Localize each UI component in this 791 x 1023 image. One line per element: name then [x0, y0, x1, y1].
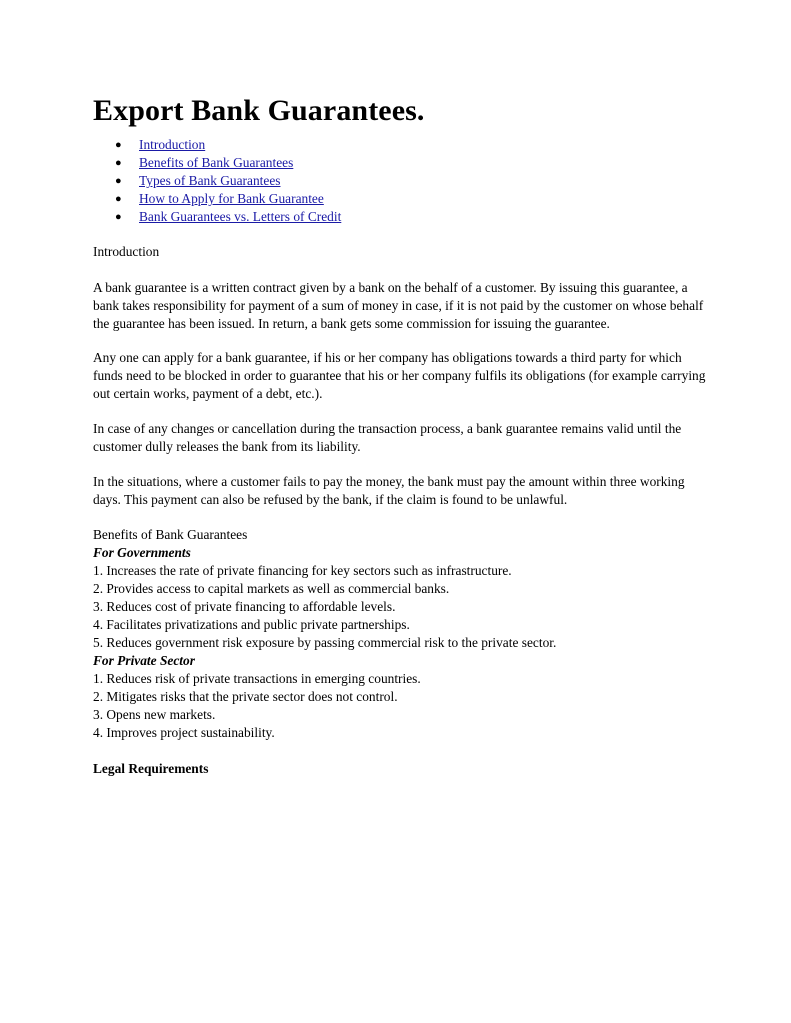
- toc-link-benefits[interactable]: Benefits of Bank Guarantees: [139, 155, 294, 170]
- intro-paragraph-2: Any one can apply for a bank guarantee, if his or her company has obligations towards a third party for which funds need to be blocked in order to guarantee that his or her company fulfils its obligations (for example carrying out certain works, payment of a debt, etc.).: [93, 350, 706, 401]
- private-sector-heading: For Private Sector: [93, 653, 195, 668]
- private-sector-list: [93, 670, 708, 742]
- document-page: [93, 93, 708, 778]
- list-item: 5. Reduces government risk exposure by passing commercial risk to the private sector.: [93, 635, 557, 650]
- toc-link-types[interactable]: Types of Bank Guarantees: [139, 173, 281, 188]
- intro-paragraph-3: In case of any changes or cancellation during the transaction process, a bank guarantee remains valid until the customer dully releases the bank from its liability.: [93, 421, 682, 454]
- list-item: 3. Reduces cost of private financing to affordable levels.: [93, 599, 396, 614]
- toc-link-how-to-apply[interactable]: How to Apply for Bank Guarantee: [139, 191, 324, 206]
- list-item: 3. Opens new markets.: [93, 707, 216, 722]
- governments-heading: For Governments: [93, 545, 191, 560]
- intro-heading: Introduction: [93, 244, 160, 259]
- list-item: 2. Provides access to capital markets as well as commercial banks.: [93, 581, 450, 596]
- intro-paragraph-1: A bank guarantee is a written contract given by a bank on the behalf of a customer. By issuing this guarantee, a bank takes responsibility for payment of a sum of money in case, if it is not paid by the customer on whose behalf the guarantee has been issued. In return, a bank gets some commission for issuing the guarantee.: [93, 280, 704, 331]
- bullet-icon: ●: [115, 211, 122, 223]
- toc-link-introduction[interactable]: Introduction: [139, 137, 206, 152]
- bullet-icon: ●: [115, 157, 122, 169]
- list-item: 1. Increases the rate of private financing for key sectors such as infrastructure.: [93, 563, 512, 578]
- toc-item: [93, 208, 708, 226]
- benefits-heading: Benefits of Bank Guarantees: [93, 527, 248, 542]
- bullet-icon: ●: [115, 139, 122, 151]
- list-item: 4. Improves project sustainability.: [93, 725, 275, 740]
- list-item: 2. Mitigates risks that the private sector does not control.: [93, 689, 398, 704]
- toc-item: [93, 190, 708, 208]
- bullet-icon: ●: [115, 193, 122, 205]
- list-item: 1. Reduces risk of private transactions in emerging countries.: [93, 671, 421, 686]
- toc-item: [93, 172, 708, 190]
- bullet-icon: ●: [115, 175, 122, 187]
- governments-list: [93, 562, 708, 652]
- toc-item: [93, 154, 708, 172]
- table-of-contents: [93, 136, 708, 226]
- intro-paragraph-4: In the situations, where a customer fails to pay the money, the bank must pay the amount within three working days. This payment can also be refused by the bank, if the claim is found to be unlawful.: [93, 474, 685, 507]
- toc-link-vs-letters-of-credit[interactable]: Bank Guarantees vs. Letters of Credit: [139, 209, 342, 224]
- toc-item: [93, 136, 708, 154]
- list-item: 4. Facilitates privatizations and public private partnerships.: [93, 617, 410, 632]
- page-title: Export Bank Guarantees.: [93, 94, 425, 127]
- legal-requirements-heading: Legal Requirements: [93, 761, 209, 776]
